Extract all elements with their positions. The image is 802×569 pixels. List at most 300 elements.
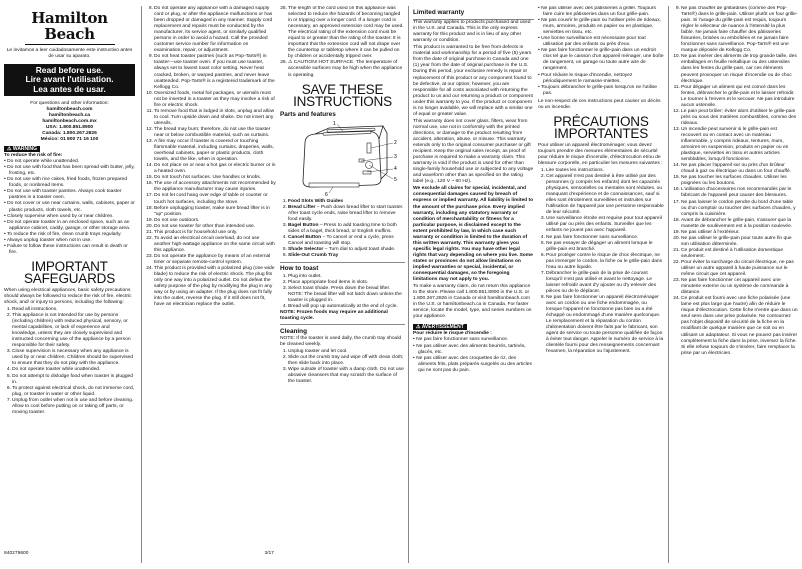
list-item: [146, 90, 276, 109]
list-item-text: Do not use toaster for other than intended use.: [154, 223, 256, 229]
list-item-text: This product is for household use only.: [154, 229, 238, 235]
list-item: [282, 355, 405, 367]
list-number: 6.: [540, 252, 545, 258]
column-1: [4, 6, 135, 563]
list-item-title: Food Slots With Guides: [288, 199, 344, 205]
bullet-icon: •: [538, 6, 542, 11]
save-these-instructions-title: SAVE THESE INSTRUCTIONS: [293, 81, 392, 109]
list-item-text: Ne pas utiliser le grille-pain pour toute autre fin que son utilisation déterminée.: [681, 235, 792, 247]
fr-risk-heading: Pour réduire le risque d'incendie :: [413, 331, 492, 337]
list-item-text: This product is provided with a polarized plug (one wide blade) to reduce the risk of electric shock. The plug fits only one way into a polarized outlet. Do not defeat the safety purpose of the plug by modifying the plug in any way or by using an adapter. If the plug does not fit fully into the outlet, reverse the plug. If it still does not fit, have an electrician replace the outlet.: [154, 266, 275, 308]
list-item: [282, 285, 405, 304]
footer-code: 840279600: [4, 550, 29, 556]
list-item-text: Ne pas faire fonctionner cet appareil avec une minuterie externe ou un système de commande à distance.: [681, 278, 789, 296]
fr-list-1: [538, 168, 664, 355]
warning-icon: ⚠: [416, 324, 422, 331]
list-number: 25.: [280, 6, 287, 11]
list-number: 6.: [282, 253, 287, 259]
list-number: 8.: [540, 294, 545, 300]
list-item: [6, 385, 135, 398]
list-number: 3.: [6, 349, 11, 355]
list-item-title: Slide-Out Crumb Tray: [288, 253, 339, 259]
list-item-text: Ne pas placer l'appareil sur ou près d'un brûleur chaud à gaz ou électrique ou dans un four chauffé.: [681, 163, 792, 175]
howto-note: NOTE: Frozen foods may require an additional toasting cycle.: [280, 309, 388, 321]
list-item: [540, 216, 664, 234]
list-number: 16.: [673, 187, 680, 193]
list-item-text: Oversized foods, metal foil packages, or utensils must not be inserted in a toaster as they may involve a risk of fire or electric shock.: [154, 90, 275, 108]
list-item-text: – To cancel or end a cycle, press Cancel and toasting will stop.: [288, 235, 394, 247]
list-item: [540, 240, 664, 253]
list-number: 5.: [282, 247, 287, 253]
list-item: [148, 54, 276, 90]
cleaning-note: NOTE: If the toaster is used daily, the crumb tray should be cleaned weekly.: [280, 336, 402, 348]
bullet-text: Ne pas utiliser avec des croquettes de riz, des aliments frits, plats préparés surgelés ou des articles qui ne sont pas du pain.: [416, 355, 532, 373]
list-number: 4.: [6, 367, 11, 373]
list-item-text: Ne pas essayer de dégager un aliment lorsque le grille-pain est branché.: [546, 240, 653, 252]
list-number: 5.: [6, 373, 11, 379]
diagram-label: 6: [324, 192, 328, 198]
list-item-text: Do not heat toaster pastries (such as Pop-Tarts®) in toaster—use toaster oven. If you must use toaster, always set to lowest toast color setting. Never heat cracked, broken, or warped pastries, and never leave unattended. Pop-Tarts® is a registered trademark of the Kellogg Co.: [154, 54, 275, 90]
bullet-icon: •: [4, 165, 8, 171]
list-item-text: Read all instructions.: [12, 307, 58, 313]
bullet-icon: •: [4, 213, 8, 219]
contact-line: México: 01 800 71 16 100: [40, 136, 99, 142]
warranty-para: To make a warranty claim, do not return this appliance to the store. Please call 1.800.851.8900 in the U.S. or 1.800.267.2826 in Canada or visit hamiltonbeach.com in the U.S. or hamiltonbeach.ca in Canada. For faster service, locate the model, type, and series numbers on your appliance.: [413, 284, 532, 320]
list-item: [540, 294, 664, 355]
important-safeguards-title: IMPORTANT SAFEGUARDS: [23, 258, 116, 286]
safeguards-intro: When using electrical appliances, basic safety precautions should always be followed to reduce the risk of fire, electric shock, and/ or injury to persons, including the following:: [4, 287, 132, 305]
list-item: [282, 367, 405, 385]
logo-divider: [25, 44, 115, 45]
list-item-text: Un incendie peut survenir si le grille-pain est recouvert ou en contact avec un matériau inflammable, y compris rideaux, tentures, murs, armoires en suspension, produits en papier ou en plastique, serviettes en tissu et autres articles semblables, lorsqu'il fonctionne.: [681, 126, 789, 163]
list-item: [6, 349, 135, 367]
list-item-text: Slide out the crumb tray and wipe off with clean cloth; then slide back into place.: [288, 355, 404, 367]
column-3: [280, 6, 405, 563]
list-item: [146, 108, 276, 127]
bullet-icon: •: [538, 18, 542, 24]
list-item-text: Ne pas faire fonctionner sans surveillance.: [546, 234, 639, 240]
list-item: [540, 270, 664, 295]
list-item-text: Avant de débrancher le grille-pain, s'assurer que la manette de soulèvement est à la position soulevée.: [681, 217, 793, 229]
list-number: 14.: [673, 163, 680, 169]
list-number: 7.: [6, 397, 11, 403]
list-item-text: The length of the cord used on this appliance was selected to reduce the hazards of becoming tangled in or tripping over a longer cord. If a longer cord is necessary, an approved extension cord may be used. The electrical rating of the extension cord must be equal to or greater than the rating of the toaster. It is important that the extension cord will not drape over the countertop or tabletop where it can be pulled on by children or accidentally tripped over.: [288, 6, 404, 60]
bullet-item: [538, 18, 664, 36]
bullet-item: [4, 244, 135, 256]
diagram-label: 4: [393, 166, 397, 173]
list-item: [673, 126, 798, 163]
read-before-use-box: [4, 64, 135, 96]
precautions-title: PRÉCAUTIONS IMPORTANTES: [553, 113, 649, 141]
list-number: 2.: [282, 205, 287, 211]
list-number: 3.: [282, 223, 287, 229]
list-item: [282, 205, 405, 223]
list-item: [673, 54, 798, 84]
bullet-text: Do not cover or use near curtains, walls, cabinets, paper or plastic products, cloth towels, etc.: [7, 201, 135, 213]
warning-label: [4, 146, 40, 152]
list-number: 10.: [146, 90, 153, 96]
howto-list: [280, 274, 405, 310]
read-line-fr: Lire avant l'utilisation.: [25, 74, 114, 85]
list-item-text: A fire may occur if toaster is covered or touching flammable material, including curtains, draperies, walls, overhead cabinets, paper or plastic products, cloth towels, and the like, when in operation.: [154, 139, 274, 163]
list-item-text: Select toast shade. Press down the bread lifter. NOTE: The bread lifter will not latch down unless the toaster is plugged in.: [288, 285, 402, 303]
safeguards-list-2: [146, 6, 276, 308]
bullet-item: [4, 189, 135, 201]
list-number: 19.: [673, 229, 680, 235]
list-number: 13.: [146, 139, 153, 145]
bullet-icon: •: [538, 36, 542, 42]
bullet-item: [538, 73, 664, 85]
list-number: 4.: [282, 303, 287, 309]
column-6: [668, 6, 798, 563]
bullet-text: Ne pas utiliser avec des aliments beurrés, tartinés, glacés, etc.: [416, 343, 526, 355]
list-item-text: Pour protéger contre le risque de choc électrique, ne pas immerger le cordon, la fiche ou le grille-pain dans l'eau ou autre liquide.: [546, 252, 663, 270]
list-item-text: Place appropriate food items in slots.: [288, 279, 369, 285]
list-number: 23.: [673, 278, 680, 284]
list-number: 6.: [6, 385, 11, 391]
risk-of-fire-heading: To reduce the risk of fire:: [4, 153, 63, 159]
avertissement-text: AVERTISSEMENT: [421, 324, 464, 331]
list-item: [148, 6, 276, 54]
list-number: 15.: [673, 175, 680, 181]
list-number: 23.: [146, 253, 153, 259]
list-item: [146, 253, 276, 266]
list-item: [146, 163, 276, 175]
list-item-text: Pour dégager un aliment qui est coincé dans les fentes, débrancher le grille-pain et le laisser refroidir. Le tourner à l'envers et le secouer. Ne pas introduire aucun ustensile.: [681, 84, 795, 108]
bullet-icon: •: [4, 177, 8, 183]
diagram-label: 2: [393, 140, 397, 147]
list-item: [146, 126, 276, 139]
list-item: [6, 397, 135, 416]
list-item: [280, 6, 405, 60]
list-item-text: Bread will pop up automatically at the end of cycle.: [288, 303, 398, 309]
fr-bullet-list-1: [413, 337, 534, 373]
list-item-text: Ce produit est destiné à l'utilisation domestique seulement.: [681, 247, 784, 259]
list-item: [282, 235, 405, 247]
bullet-item: [4, 201, 135, 213]
list-number: 2.: [540, 174, 545, 180]
bullet-icon: •: [413, 355, 417, 361]
list-item: [673, 163, 798, 175]
fr-list-2: [673, 6, 798, 357]
list-item-text: L'utilisation d'accessoires non recommandés par le fabricant de l'appareil peut causer des blessures.: [681, 187, 792, 199]
bullet-icon: •: [4, 237, 7, 243]
list-item-text: Ne pas chauffer de grillardises (comme des Pop-Tarts®) dans le grille-pain. Utiliser plutôt un four grille-pain. Si l'usage du grille-pain est requis, toujours régler le sélecteur de nuance à l'intensité la plus faible. Ne jamais faire chauffer des pâtisseries fissurées, brisées ou emboîtées et ne jamais faire fonctionner sans surveillance. Pop-Tarts® est une marque déposée de Kellogg Co.: [681, 6, 798, 54]
list-item: [675, 6, 798, 54]
list-item: [673, 108, 798, 127]
contact-heading: For questions and other information:: [30, 100, 109, 106]
list-number: 3.: [282, 285, 287, 291]
bullet-item: [538, 36, 664, 48]
list-item-text: To remove food that is lodged in slots, unplug and allow to cool. Turn upside down and shake. Do not insert any utensils.: [154, 108, 275, 126]
list-number: 3.: [540, 216, 545, 222]
list-item-text: Close supervision is necessary when any appliance is used by or near children. Children should be supervised to ensure that they do not play with the appliance.: [12, 349, 133, 367]
bullet-item: [4, 177, 135, 189]
list-item-text: Pour éviter la surcharge du circuit électrique, ne pas utiliser un autre appareil à haute puissance sur le même circuit que cet appareil.: [681, 259, 794, 278]
list-number: 8.: [148, 6, 153, 11]
list-number: 3.: [282, 367, 287, 373]
list-number: 18.: [673, 217, 680, 223]
bullet-icon: •: [4, 243, 8, 249]
list-item: [673, 278, 798, 296]
list-item: [673, 259, 798, 278]
list-item-text: Do not let cord hang over edge of table or counter or touch hot surfaces, including the stove.: [154, 193, 268, 205]
list-item-text: Unplug toaster and let cool.: [288, 349, 348, 355]
warranty-para: This warranty does not cover glass, filters, wear from normal use, use not in conformity with the printed directions, or damage to the product resulting from accident, alteration, abuse, or misuse. This warranty extends only to the original consumer purchaser or gift recipient. Keep the original sales receipt, as proof of purchase is required to make a warranty claim. This warranty is void if the product is used for other than single-family household use or subjected to any voltage and waveform other than as specified on the rating label (e.g., 120 V ~ 60 Hz).: [413, 118, 534, 185]
list-number: 17.: [146, 193, 153, 199]
column-5: [538, 6, 664, 563]
list-item: [673, 175, 798, 187]
cleaning-list: [280, 349, 405, 385]
list-item-text: Ne pas insérer des aliments de trop grande taille, des emballages en feuille métallique ou des ustensiles dans les fentes du grille-pain, car ces éléments peuvent provoquer un risque d'incendie ou de choc électrique.: [681, 54, 797, 84]
list-item-text: Do not attempt to dislodge food when toaster is plugged in.: [12, 373, 133, 385]
list-number: 4.: [540, 234, 545, 240]
diagram-label: 5: [393, 177, 397, 184]
list-item-text: Unplug from outlet when not in use and before cleaning. Allow to cool before putting on or taking off parts, or moving toaster.: [12, 397, 134, 415]
list-number: 16.: [146, 181, 153, 187]
list-item-text: – Press to add toasting time to both sides of a bagel, thick bread, or English muffins.: [288, 223, 397, 235]
bullet-text: To reduce the risk of fire, clean crumb trays regularly.: [6, 231, 122, 237]
brand-logo: [4, 10, 135, 45]
contact-line: USA: 1.800.851.8900: [45, 124, 94, 130]
list-item-text: Le pain peut brûler; éviter alors d'utiliser le grille-pain près ou sous des matières combustibles, comme des rideaux.: [681, 108, 797, 126]
contact-line: Canada: 1.800.267.2826: [42, 130, 97, 136]
list-item-text: Lire toutes les instructions.: [546, 167, 604, 173]
list-item-text: This appliance is not intended for use by persons (including children) with reduced physical, sensory, or mental capabilities, or lack of experience and knowledge, unless they are closely supervised and instructed concerning use of the appliance by a person responsible for their safety.: [12, 313, 131, 349]
list-number: 14.: [146, 163, 153, 169]
list-number: 2.: [282, 279, 287, 285]
list-number: 2.: [6, 313, 11, 319]
list-number: 22.: [146, 235, 153, 241]
list-number: 11.: [673, 84, 680, 90]
bullet-item: [4, 220, 135, 232]
list-item: [146, 193, 276, 205]
cleaning-heading: Cleaning: [280, 327, 307, 335]
fr-bullet-list-2: [538, 6, 664, 97]
contact-line: hamiltonbeach.ca: [48, 112, 91, 118]
list-item-text: Wipe outside of toaster with a damp cloth. Do not use abrasive cleansers that may scratch the surface of the toaster.: [288, 367, 404, 385]
list-item-text: Do not place on or near a hot gas or electric burner or in a heated oven.: [154, 163, 276, 175]
contact-line: hamiltonbeach.com.mx: [42, 118, 97, 124]
contact-line: hamiltonbeach.com: [46, 106, 93, 112]
list-item: [282, 303, 405, 310]
warning-text: WARNING: [12, 146, 38, 153]
bullet-text: Do not use with food that has been spread with butter, jelly, frosting, etc.: [7, 165, 135, 177]
list-item-text: Ce produit est fourni avec une fiche polarisée (une lame est plus large que l'autre) afin de réduire le risque d'électrocution. Cette fiche n'entre que dans un seul sens dans une prise polarisée. Ne contournez pas l'objet dispositif de sécurité de la fiche en la modifiant de quelque manière que ce soit ou en utilisant un adaptateur. Si vous ne pouvez pas insérer complètement la fiche dans la prise, inversez la fiche. Si elle refuse toujours de s'insérer, faire remplacer la prise par un électricien.: [681, 296, 798, 356]
list-number: 1.: [282, 349, 287, 355]
list-number: 11.: [146, 108, 153, 114]
list-item: [146, 266, 276, 308]
bullet-text: Une bonne surveillance est nécessaire pour tout utilisation par des enfants ou près d'eux.: [541, 36, 646, 48]
list-item-text: Ne pas laisser le cordon pendre du bord d'une table ou d'un comptoir ou toucher des surfaces chaudes, y compris la cuisinière.: [681, 199, 796, 217]
list-item-text: Ne pas utiliser à l'extérieur.: [681, 229, 740, 235]
toaster-diagram: [283, 121, 403, 197]
fire-bullet-list: [4, 159, 135, 256]
divider: [280, 262, 405, 263]
diagram-label: 1: [332, 121, 336, 128]
bullet-item: [538, 6, 664, 18]
list-number: 21.: [673, 247, 680, 253]
list-number: 9.: [148, 54, 153, 60]
bullet-icon: •: [538, 84, 541, 90]
bullet-icon: •: [4, 219, 8, 225]
list-item-text: Plug into outlet.: [288, 273, 322, 279]
bullet-text: Do not use with toaster pastries. Always cook toaster pastries in a toaster oven.: [7, 189, 122, 201]
list-item: [146, 205, 276, 218]
read-line-es: Lea antes de usar.: [33, 83, 106, 94]
list-item: [146, 181, 276, 193]
bullet-icon: •: [4, 201, 8, 207]
read-line-en: Read before use.: [35, 65, 104, 76]
list-item: [673, 247, 798, 260]
list-number: 20.: [673, 235, 680, 241]
list-item: [673, 296, 798, 356]
list-number: 1.: [540, 167, 545, 173]
fr-intro: Pour utiliser un appareil électroménager, vous devez toujours prendre des mesures élémentaires de sécurité pour réduire le risque d'incendie, d'électrocution et/ou de blessure corporelle, en particulier les mesures suivantes :: [538, 142, 663, 166]
list-number: 5.: [540, 240, 545, 246]
parts-list: [280, 199, 405, 259]
warranty-para: We exclude all claims for special, incidental, and consequential damages caused by breach of express or implied warranty. All liability is limited to the amount of the purchase price. Every implied warranty, including any statutory warranty or condition of merchantability or fitness for a particular purpose, is disclaimed except to the extent prohibited by law, in which case such warranty or condition is limited to the duration of this written warranty. This warranty gives you specific legal rights. You may have other legal rights that vary depending on where you live. Some states or provinces do not allow limitations on implied warranties or special, incidental, or consequential damages, so the foregoing limitations may not apply to you.: [413, 186, 534, 283]
list-number: 2.: [282, 355, 287, 361]
bullet-text: Failure to follow these instructions can result in death or fire.: [7, 243, 128, 255]
list-item-text: Ne pas faire fonctionner un appareil électroménager avec un cordon ou une fiche endommagée, ou lorsque l'appareil ne fonctionne pas bien ou a été échappé ou endommagé d'une manière quelconque. Le remplacement et la réparation du cordon d'alimentation doivent être faits par le fabricant, son agent de service ou toute personne qualifiée de façon à éviter tout danger. Appeler le numéro de service à la clientèle fourni pour des renseignements concernant l'examen, la réparation ou l'ajustement.: [546, 294, 664, 355]
bullet-text: Do not operate while unattended.: [7, 159, 80, 165]
list-item-text: The bread may burn; therefore, do not use the toaster near or below combustible material, such as curtains.: [154, 126, 271, 138]
list-item: [673, 235, 798, 248]
contact-info: [4, 101, 135, 143]
warranty-heading: Limited warranty: [413, 9, 465, 16]
list-item: [282, 253, 405, 259]
list-number: 4.: [282, 235, 287, 241]
list-item-text: Do not operate the appliance by means of an external timer or separate remote-control system.: [154, 253, 271, 265]
toaster-illustration: [283, 121, 403, 197]
list-item-text: To avoid an electrical circuit overload, do not use another high-wattage appliance on the same circuit with this appliance.: [154, 235, 275, 253]
list-number: 15.: [146, 175, 153, 181]
list-item: [540, 174, 664, 216]
list-number: 20.: [146, 223, 153, 229]
list-number: 17.: [673, 199, 680, 205]
list-item: [6, 373, 135, 386]
bullet-icon: •: [538, 48, 542, 54]
bullet-icon: •: [538, 72, 542, 78]
list-number: 24.: [146, 266, 153, 272]
list-item: [146, 139, 276, 163]
avertissement-label: [413, 324, 467, 330]
bullet-text: Do not use with rice cakes, fried foods, frozen prepared foods, or nonbread items.: [7, 177, 127, 189]
list-item-title: Shade Selector: [288, 247, 324, 253]
list-number: 19.: [146, 217, 153, 223]
bullet-text: Always unplug toaster when not in use.: [6, 237, 92, 243]
bullet-item: [413, 356, 534, 374]
bullet-item: [413, 344, 534, 356]
list-item: [146, 235, 276, 254]
list-item: [673, 84, 798, 109]
fr-failure-text: Le non-respect de ces instructions peut causer un décès ou un incendie.: [538, 98, 661, 110]
column-2: [141, 6, 276, 563]
list-item-text: Before unplugging toaster, make sure bread lifter is in "up" position.: [154, 205, 270, 217]
bullet-icon: •: [413, 337, 417, 343]
bullet-text: Do not operate toaster in an enclosed space, such as an appliance cabinet, caddy, garage, or other storage area.: [7, 219, 131, 231]
bullet-item: [538, 85, 664, 97]
list-item-text: – Push down bread lifter to start toaster. After toast cycle ends, raise bread lifter to remove food easily.: [288, 205, 404, 223]
list-item: [673, 187, 798, 199]
list-item-text: Ne pas toucher les surfaces chaudes. Utiliser les poignées ou les boutons.: [681, 175, 787, 187]
list-number: 22.: [673, 259, 680, 265]
list-item-title: Bread Lifter: [288, 205, 316, 211]
list-item-text: Do not use outdoors.: [154, 217, 200, 223]
list-number: 18.: [146, 205, 153, 211]
bullet-text: Ne pas faire fonctionner sans surveillance.: [416, 337, 509, 343]
diagram-label: 3: [393, 154, 397, 161]
list-number: 24.: [673, 296, 680, 302]
brand-name: Hamilton Beach: [31, 9, 108, 43]
list-number: 12.: [673, 108, 680, 114]
list-item-text: Débrancher le grille-pain de la prise de courant lorsqu'il n'est pas utilisé et avant le nettoyage. Le laisser refroidir avant d'y ajouter ou d'y enlever des pièces ou de le déplacer.: [546, 270, 657, 294]
list-number: 21.: [146, 229, 153, 235]
list-number: 13.: [673, 126, 680, 132]
list-number: 1.: [6, 307, 11, 313]
list-number: 10.: [673, 54, 680, 60]
list-item-text: To protect against electrical shock, do not immerse cord, plug, or toaster in water or other liquid.: [12, 385, 135, 397]
list-item-title: Cancel Button: [288, 235, 322, 241]
safeguards-list-3: [280, 6, 405, 79]
bullet-icon: •: [4, 189, 8, 195]
list-item: [282, 223, 405, 235]
bullet-text: Pour réduire le risque d'incendie, nettoyez périodiquement le ramasse-miettes.: [541, 72, 633, 84]
bullet-text: Closely supervise when used by or near children.: [7, 213, 114, 219]
footer-page: 3/17: [264, 550, 274, 556]
list-item-text: ⚠ CAUTION! HOT SURFACE. The temperature of accessible surfaces may be high when the appliance is operating.: [288, 60, 403, 78]
list-item-text: Do not operate toaster while unattended.: [12, 367, 101, 373]
list-number: 7.: [540, 270, 545, 276]
warning-icon: ⚠: [7, 146, 13, 153]
list-item: [540, 252, 664, 271]
list-number: 26.: [280, 60, 287, 66]
bullet-text: Ne pas faire fonctionner le grille-pain dans un endroit clos tel que le caisson d'un appareil ménager, une boîte de rangement, un garage ou toute autre aire de rangement.: [541, 48, 664, 72]
bullet-text: Toujours débrancher le grille-pain lorsqu'on ne l'utilise pas.: [540, 84, 658, 96]
list-item: [6, 313, 135, 349]
parts-heading: Parts and features: [280, 110, 336, 118]
safeguards-list-1: [4, 307, 135, 416]
bullet-icon: •: [413, 343, 417, 349]
list-item-text: Une surveillance étroite est requise pour tout appareil utilisé par ou près des enfants. Surveiller que les enfants ne jouent pas avec l'appareil.: [546, 216, 662, 234]
list-item: [280, 60, 405, 78]
bullet-item: [538, 48, 664, 72]
bullet-item: [4, 165, 135, 177]
warranty-para: This product is warranted to be free from defects in material and workmanship for a period of five (5) years from the date of original purchase in Canada and one (1) year from the date of original purchase in the U.S. During this period, your exclusive remedy is repair or replacement of this product or any component found to be defective, at our option; however, you are responsible for all costs associated with returning the product to us and our returning a product or component under this warranty to you. If the product or component is no longer available, we will replace with a similar one of equal or greater value.: [413, 45, 533, 117]
bullet-text: Ne pas couvrir le grille-pain ou l'utiliser près de rideaux, murs, armoires, produits en papier ou en plastique, serviettes en tissu, etc.: [541, 18, 662, 36]
list-item-text: The use of accessory attachments not recommended by the appliance manufacturer may cause injuries.: [154, 181, 276, 193]
divider: [413, 19, 534, 20]
list-number: 1.: [282, 199, 287, 205]
column-4: [408, 6, 534, 563]
list-number: 12.: [146, 126, 153, 132]
list-number: 1.: [282, 273, 287, 279]
bullet-icon: •: [4, 159, 8, 165]
howto-heading: How to toast: [280, 265, 319, 273]
warranty-para: This warranty applies to products purchased and used in the U.S. and Canada. This is the only express warranty for this product and is in lieu of any other warranty or condition.: [413, 20, 531, 44]
list-item: [673, 217, 798, 230]
list-item-text: Do not touch hot surfaces. Use handles or knobs.: [154, 175, 262, 181]
divider: [280, 324, 405, 325]
list-item-title: Bagel Button: [288, 223, 319, 229]
intro-text: Le invitamos a leer cuidadosamente este instructivo antes de usar su aparato.: [6, 48, 133, 60]
list-item-text: Cet appareil n'est pas destiné à être utilisé par des personnes (y compris les enfants) dont les capacités physiques, sensorielles ou mentales sont réduites, ou manquant d'expérience et de connaissances, sauf si elles sont étroitement surveillées et instruites sur l'utilisation de l'appareil par une personne responsable de leur sécurité.: [546, 174, 664, 216]
list-item: [673, 199, 798, 218]
list-item-text: Do not operate any appliance with a damaged supply cord or plug, or after the appliance malfunctions or has been dropped or damaged in any manner. Supply cord replacement and repairs must be conducted by the manufacturer, its service agent, or similarly qualified persons in order to avoid a hazard. Call the provided customer service number for information on examination, repair, or adjustment.: [154, 6, 273, 54]
bullet-icon: •: [4, 231, 7, 237]
list-item-text: – Turn dial to adjust toast shade.: [323, 247, 396, 253]
